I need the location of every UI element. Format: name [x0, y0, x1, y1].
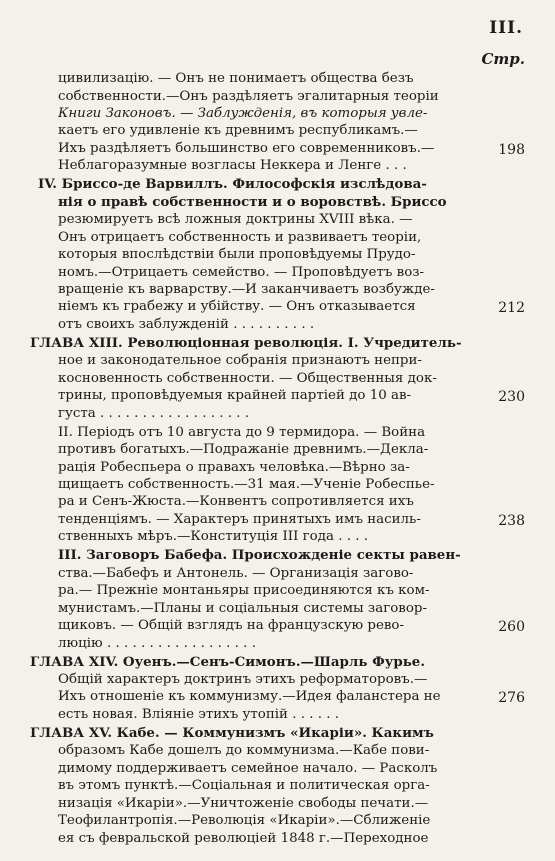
page-number: 230 [498, 388, 525, 405]
toc-line: Неблагоразумные возгласы Неккера и Ленге . . . [58, 158, 407, 174]
toc-line: ГЛАВА XIV. Оуенъ.—Сенъ-Симонъ.—Шарль Фурье. [30, 653, 425, 670]
toc-line: Ихъ раздѣляетъ большинство его современниковъ.— [58, 140, 435, 156]
toc-line: противъ богатыхъ.—Подражаніе древнимъ.—Декла- [58, 442, 429, 457]
toc-line: люцію . . . . . . . . . . . . . . . . . . [58, 635, 256, 651]
toc-line: щищаетъ собственность.—31 мая.—Ученіе Робеспье- [58, 477, 435, 492]
page-column-label: Стр. [481, 50, 525, 68]
toc-line: Общій характеръ доктринъ этихъ реформаторовъ.— [58, 672, 428, 687]
page-number: 260 [498, 618, 525, 635]
toc-line: ея съ февральской революціей 1848 г.—Переходное [58, 830, 429, 846]
toc-line: тенденціямъ. — Характеръ принятыхъ имъ насиль- [58, 511, 421, 527]
toc-line: нія о правѣ собственности и о воровствѣ. Бриссо [58, 193, 447, 210]
page-roman-numeral: III. [489, 18, 523, 38]
toc-line: густа . . . . . . . . . . . . . . . . . . [58, 405, 250, 421]
toc-line: цивилизацію. — Онъ не понимаетъ общества безъ [58, 71, 414, 86]
toc-line: димому поддерживаетъ семейное начало. — Расколъ [58, 760, 438, 776]
toc-line: ственныхъ мѣръ.—Конституція III года . . . . [58, 529, 368, 545]
toc-line: номъ.—Отрицаетъ семейство. — Проповѣдуетъ воз- [58, 264, 425, 280]
toc-line: Книги Законовъ. — Заблужденія, въ которыя увле- [58, 105, 428, 121]
toc-line: есть новая. Вліяніе этихъ утопій . . . . . . [58, 706, 340, 722]
toc-line: ства.—Бабефъ и Антонель. — Организація загово- [58, 565, 414, 581]
toc-line: рація Робеспьера о правахъ человѣка.—Вѣрно за- [58, 459, 410, 475]
toc-line: ніемъ къ грабежу и убійству. — Онъ отказывается [58, 299, 416, 315]
page-number: 238 [498, 512, 525, 529]
toc-line: которыя впослѣдствіи были проповѣдуемы Прудо- [58, 247, 416, 262]
toc-line: въ этомъ пунктѣ.—Соціальная и политическая орга- [58, 778, 430, 794]
toc-line: ра и Сенъ-Жюста.—Конвентъ сопротивляется ихъ [58, 494, 414, 510]
toc-line: мунистамъ.—Планы и соціальныя системы заговор- [58, 600, 427, 616]
toc-line: IV. Бриссо-де Варвиллъ. Философскія изслѣдова- [38, 176, 427, 193]
toc-line: собственности.—Онъ раздѣляетъ эгалитарныя теоріи [58, 88, 439, 104]
toc-line: ра.— Прежніе монтаньяры присоединяются къ ком- [58, 583, 430, 599]
toc-line: II. Періодъ отъ 10 августа до 9 термидора. — Война [58, 424, 426, 440]
toc-line: щиковъ. — Общій взглядъ на французскую рево- [58, 618, 405, 634]
toc-line: ГЛАВА XIII. Революціонная революція. I. Учредитель- [30, 334, 462, 351]
toc-line: каетъ его удивленіе къ древнимъ республикамъ.— [58, 123, 418, 139]
toc-line: ГЛАВА XV. Кабе. — Коммунизмъ «Икаріи». Какимъ [30, 724, 434, 741]
toc-line: Онъ отрицаетъ собственность и развиваетъ теоріи, [58, 229, 422, 245]
toc-line: трины, проповѣдуемыя крайней партіей до 10 ав- [58, 388, 412, 404]
page-number: 212 [498, 300, 525, 317]
toc-line: образомъ Кабе дошелъ до коммунизма.—Кабе пови- [58, 743, 430, 759]
toc-line: Ихъ отношеніе къ коммунизму.—Идея фаланстера не [58, 689, 441, 705]
toc-line: низація «Икаріи».—Уничтоженіе свободы печати.— [58, 795, 429, 811]
toc-line: вращеніе къ варварству.—И заканчиваетъ возбужде- [58, 282, 435, 297]
toc-line: резюмируетъ всѣ ложныя доктрины XVIII вѣка. — [58, 212, 413, 228]
toc-line: III. Заговоръ Бабефа. Происхожденіе секты равен- [58, 547, 461, 564]
toc-line: Теофилантропія.—Революція «Икаріи».—Сближеніе [58, 813, 431, 829]
toc-line: отъ своихъ заблужденій . . . . . . . . . . [58, 316, 315, 332]
toc-line: ное и законодательное собранія признаютъ непри- [58, 353, 422, 369]
page-number: 198 [498, 141, 525, 158]
page-number: 276 [498, 690, 525, 707]
toc-line: косновенность собственности. — Общественныя док- [58, 370, 437, 386]
